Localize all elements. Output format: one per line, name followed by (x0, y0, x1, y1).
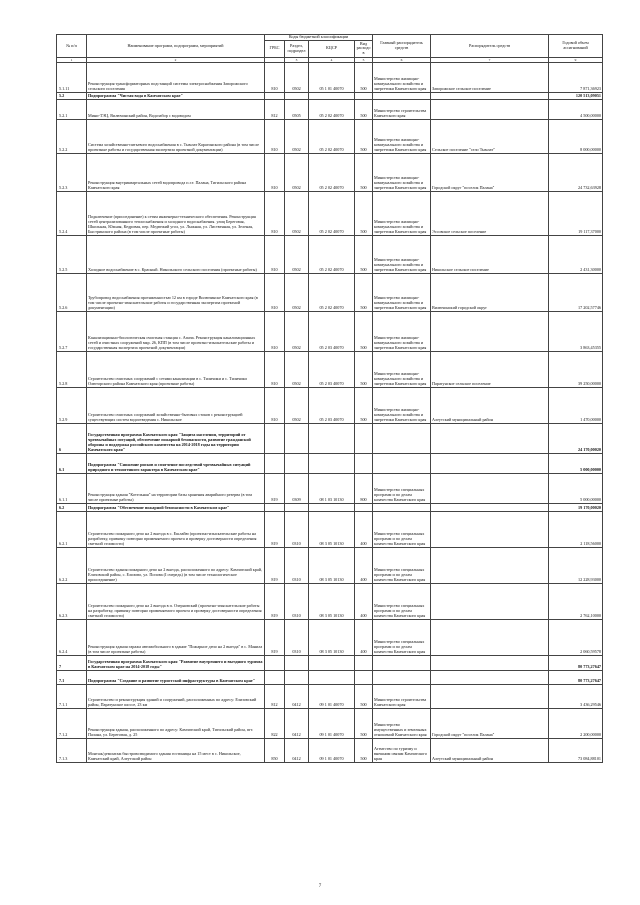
row-recipient: Эссовское сельское поселение (431, 191, 549, 235)
row-vid (355, 453, 373, 473)
row-razdel: 0412 (285, 738, 309, 762)
row-name: Строительство пожарного депо на 2 выезда в п. Озерновский (проектно-изыскательские работы на разработку, привязку повторно применяемого проекта и проверку достоверности определения сметной стоимости) (87, 583, 265, 619)
row-admin (373, 670, 431, 684)
row-amount: 73 084,88101 (549, 738, 603, 762)
row-num: 6.2.3 (57, 583, 87, 619)
row-admin: Министерство имущественных и земельных отношений Камчатского края (373, 708, 431, 738)
row-amount: 5 000,00000 (549, 473, 603, 503)
row-recipient (431, 619, 549, 655)
row-grbs (265, 670, 285, 684)
row-ksr: 08 1 03 10130 (309, 473, 355, 503)
row-name: Строительство пожарного депо на 2 выезда в с. Ешлайю (проектно-изыскательские работы на разработку, привязку повторно применяемого проекта и проверку достоверности определения сметной стоимости) (87, 511, 265, 547)
row-num: 7.1.3 (57, 738, 87, 762)
header-num: № п/п (57, 35, 87, 58)
row-name: Реконструкция внутриквартальных сетей водопровода п.г.т. Палана, Тигильского района Камчатского края (87, 153, 265, 191)
row-ksr: 09 1 01 40070 (309, 708, 355, 738)
row-razdel (285, 655, 309, 670)
row-name: Подключение (присоединение) к сетям инженерно-технического обеспечения. Реконструкция сетей централизованного теплоснабжения и холодного водоснабжения. улиц Береговая, Школьная, Южная, Кедровая, пер. Медвежий угол, ул. Лыжная, ул. Лиственная, ул. Зеленая, Быстринского района (в том числе проектные работы) (87, 191, 265, 235)
table-row (57, 503, 603, 511)
table-row (57, 273, 603, 311)
row-razdel: 0412 (285, 684, 309, 708)
row-grbs: 810 (265, 191, 285, 235)
index-cell: 5 (355, 57, 373, 62)
row-razdel: 0502 (285, 153, 309, 191)
row-admin: Министерство жилищно-коммунального хозяйства и энергетики Камчатского края (373, 191, 431, 235)
row-amount: 2 118,56000 (549, 511, 603, 547)
row-recipient: Городской округ "поселок Палана" (431, 153, 549, 191)
row-amount: 12 228,93000 (549, 547, 603, 583)
row-vid: 500 (355, 738, 373, 762)
row-admin (373, 453, 431, 473)
row-amount: 120 513,09051 (549, 92, 603, 99)
table-row (57, 153, 603, 191)
row-ksr: 05 2 03 40070 (309, 387, 355, 423)
row-recipient (431, 670, 549, 684)
row-razdel: 0310 (285, 619, 309, 655)
row-vid: 500 (355, 351, 373, 387)
row-recipient (431, 583, 549, 619)
row-grbs: 812 (265, 684, 285, 708)
row-ksr: 05 2 02 40070 (309, 191, 355, 235)
row-grbs: 810 (265, 311, 285, 351)
row-ksr: 08 3 05 10130 (309, 511, 355, 547)
row-name: Реконструкция здания, расположенного по адресу: Камчатский край, Тигильский район, пгт. Палана, ул. Береговая, д. 25 (87, 708, 265, 738)
row-vid (355, 503, 373, 511)
row-num: 6.2.4 (57, 619, 87, 655)
row-recipient: Городской округ "поселок Палана" (431, 708, 549, 738)
row-admin: Министерство специальных программ и по делам казачества Камчатского края (373, 619, 431, 655)
header-ksr: КЦСР (309, 40, 355, 57)
row-recipient (431, 92, 549, 99)
row-name: Строительство здания пожарного депо на 2 выезда, расположенного по адресу: Камчатский край, Елизовский район, с. Елизово, ул. Попова (I очередь) (в том числе технологическое присоединение) (87, 547, 265, 583)
row-vid: 500 (355, 387, 373, 423)
row-razdel (285, 92, 309, 99)
row-num: 5.2.3 (57, 153, 87, 191)
row-grbs (265, 92, 285, 99)
row-recipient: Никольское сельское поселение (431, 235, 549, 273)
row-ksr (309, 655, 355, 670)
header-amount: Годовой объем ассигнований (549, 35, 603, 58)
row-admin: Министерство специальных программ и по делам казачества Камчатского края (373, 547, 431, 583)
row-vid: 400 (355, 547, 373, 583)
table-row (57, 62, 603, 92)
row-admin (373, 92, 431, 99)
row-recipient (431, 99, 549, 119)
row-vid: 500 (355, 99, 373, 119)
row-razdel: 0505 (285, 99, 309, 119)
row-num: 6.1 (57, 453, 87, 473)
row-grbs: 819 (265, 583, 285, 619)
row-razdel: 0502 (285, 62, 309, 92)
row-ksr: 05 2 03 40070 (309, 311, 355, 351)
row-admin: Агентство по туризму и внешним связям Камчатского края (373, 738, 431, 762)
row-name: Строительство и реконструкция зданий и сооружений, расположенных по адресу: Елизовский район, Паратунское шоссе, 23 км (87, 684, 265, 708)
row-amount: 3 436,29546 (549, 684, 603, 708)
row-name: Холодное водоснабжение в с. Красный. Никольского сельского поселения (проектные работы) (87, 235, 265, 273)
row-recipient: Вилючинский городской округ (431, 273, 549, 311)
row-amount: 17 202,57746 (549, 273, 603, 311)
table-row (57, 670, 603, 684)
row-recipient (431, 311, 549, 351)
row-grbs: 810 (265, 351, 285, 387)
row-amount: 1 470,00000 (549, 387, 603, 423)
row-ksr (309, 453, 355, 473)
header-codes-group: Коды бюджетной классификации (265, 35, 373, 41)
row-razdel: 0502 (285, 119, 309, 153)
row-admin: Министерство специальных программ и по делам казачества Камчатского края (373, 583, 431, 619)
row-name: Канализационно-биологическая очистная станция с. Апача. Реконструкция канализационных сетей и очистных сооружений мкр. 26, КПП (в том числе проектно-изыскательские работы и государственная экспертиза проектной документации) (87, 311, 265, 351)
row-num: 7 (57, 655, 87, 670)
row-vid: 800 (355, 473, 373, 503)
row-ksr: 05 2 02 40070 (309, 273, 355, 311)
row-grbs (265, 655, 285, 670)
row-vid: 500 (355, 62, 373, 92)
row-amount: 4 500,00000 (549, 99, 603, 119)
row-recipient: Алеутский муниципальный район (431, 387, 549, 423)
row-admin: Министерство специальных программ и по делам казачества Камчатского края (373, 473, 431, 503)
row-num: 7.1.1 (57, 684, 87, 708)
row-razdel: 0502 (285, 191, 309, 235)
header-name: Наименование программ, подпрограмм, мероприятий (87, 35, 265, 58)
index-cell: 6 (373, 57, 431, 62)
row-amount: 8 000,00000 (549, 119, 603, 153)
row-num: 6.1.1 (57, 473, 87, 503)
row-amount: 2 431,30000 (549, 235, 603, 273)
row-razdel: 0412 (285, 708, 309, 738)
row-recipient (431, 503, 549, 511)
row-ksr (309, 670, 355, 684)
row-amount: 2 060,59578 (549, 619, 603, 655)
row-name: Трубопровод водоснабжения протяженностью 12 км в городе Вилючинске Камчатского края (в том числе проектно-изыскательские работы и государственная экспертиза проектной документации) (87, 273, 265, 311)
row-razdel: 0502 (285, 235, 309, 273)
row-recipient: Запорожское сельское поселение (431, 62, 549, 92)
row-num: 5.2.5 (57, 235, 87, 273)
row-razdel: 0502 (285, 351, 309, 387)
row-ksr (309, 92, 355, 99)
row-grbs: 819 (265, 547, 285, 583)
row-grbs: 850 (265, 738, 285, 762)
row-ksr: 09 1 01 40070 (309, 684, 355, 708)
row-vid: 500 (355, 273, 373, 311)
row-amount: 19 170,00020 (549, 503, 603, 511)
row-name: Подпрограмма "Обеспечение пожарной безопасности в Камчатском крае" (87, 503, 265, 511)
row-vid: 500 (355, 153, 373, 191)
row-name: Подпрограмма "Создание и развитие туристской инфраструктуры в Камчатском крае" (87, 670, 265, 684)
row-ksr: 05 2 03 40070 (309, 351, 355, 387)
row-name: Реконструкция здания гаража автомобильного в здание "Пожарное депо на 2 выезда" в с. Манила (в том числе проектные работы) (87, 619, 265, 655)
row-name: Государственная программа Камчатского края "Защита населения, территорий от чрезвычайных ситуаций, обеспечение пожарной безопасности, развитие гражданской обороны и поддержка российского казачества на 2014-2018 годы на территории Камчатского края" (87, 423, 265, 453)
row-recipient: Сельское поселение "село Тымлат" (431, 119, 549, 153)
row-amount: 19 117,37000 (549, 191, 603, 235)
row-ksr (309, 503, 355, 511)
row-num: 5.1.11 (57, 62, 87, 92)
header-grbs: ГРБС (265, 40, 285, 57)
row-num: 6.2.2 (57, 547, 87, 583)
row-amount: 7 871,36923 (549, 62, 603, 92)
row-vid: 400 (355, 583, 373, 619)
row-admin: Министерство строительства Камчатского края (373, 99, 431, 119)
index-cell: 2 (87, 57, 265, 62)
row-ksr: 08 3 05 10130 (309, 583, 355, 619)
table-row (57, 655, 603, 670)
row-num: 5.2 (57, 92, 87, 99)
row-grbs: 819 (265, 619, 285, 655)
row-admin: Министерство специальных программ и по делам казачества Камчатского края (373, 511, 431, 547)
row-ksr: 05 2 02 40070 (309, 99, 355, 119)
row-amount: 3 863,45355 (549, 311, 603, 351)
row-num: 6 (57, 423, 87, 453)
row-num: 6.2.1 (57, 511, 87, 547)
table-row (57, 119, 603, 153)
row-vid: 400 (355, 511, 373, 547)
row-recipient (431, 684, 549, 708)
index-cell: 3 (285, 57, 309, 62)
row-grbs (265, 453, 285, 473)
index-cell: 4 (309, 57, 355, 62)
row-vid: 500 (355, 311, 373, 351)
row-amount: 2 762,10000 (549, 583, 603, 619)
row-num: 5.2.7 (57, 311, 87, 351)
row-recipient: Алеутский муниципальный район (431, 738, 549, 762)
row-admin (373, 655, 431, 670)
row-vid: 400 (355, 619, 373, 655)
row-grbs: 810 (265, 387, 285, 423)
row-vid: 500 (355, 191, 373, 235)
row-name: Мини-ТЭЦ, Вилючинский район, Водозабор с водоводом (87, 99, 265, 119)
row-razdel: 0310 (285, 583, 309, 619)
page-number: 7 (318, 884, 322, 889)
row-name: Строительство очистных сооружений хозяйственно-бытовых стоков с реконструкцией существующих систем водоотведения с. Никольское (87, 387, 265, 423)
index-cell: 1 (57, 57, 87, 62)
header-vid: Вид расходов (355, 40, 373, 57)
row-razdel (285, 453, 309, 473)
row-name: Государственная программа Камчатского края "Развитие внутреннего и въездного туризма в Камчатском крае на 2014-2018 годы" (87, 655, 265, 670)
table-row (57, 583, 603, 619)
row-ksr: 05 2 02 40070 (309, 153, 355, 191)
row-admin (373, 503, 431, 511)
row-amount: 80 773,27647 (549, 670, 603, 684)
row-grbs: 810 (265, 119, 285, 153)
table-row (57, 423, 603, 453)
table-row (57, 738, 603, 762)
row-name: Реконструкция здания "Котельная" на территории базы хранения аварийного резерва (в том числе проектные работы) (87, 473, 265, 503)
row-razdel: 0309 (285, 473, 309, 503)
table-body (57, 62, 603, 762)
row-razdel: 0310 (285, 511, 309, 547)
table-row (57, 191, 603, 235)
document-page (56, 34, 602, 763)
row-name: Система хозяйственно-питьевого водоснабжения в с. Тымлат Карагинского района (в том числе проектные работы и государственная экспертиза проектной документации) (87, 119, 265, 153)
row-amount: 2 200,00000 (549, 708, 603, 738)
row-admin: Министерство жилищно-коммунального хозяйства и энергетики Камчатского края (373, 351, 431, 387)
row-recipient (431, 655, 549, 670)
row-razdel: 0502 (285, 273, 309, 311)
row-amount: 24 170,00020 (549, 423, 603, 453)
row-grbs: 810 (265, 235, 285, 273)
row-num: 5.2.6 (57, 273, 87, 311)
row-admin: Министерство жилищно-коммунального хозяйства и энергетики Камчатского края (373, 273, 431, 311)
table-header (57, 35, 603, 63)
row-vid (355, 92, 373, 99)
row-admin: Министерство жилищно-коммунального хозяйства и энергетики Камчатского края (373, 235, 431, 273)
table-row (57, 511, 603, 547)
row-grbs: 822 (265, 708, 285, 738)
row-grbs: 819 (265, 473, 285, 503)
header-razdel: Раздел, подраздел (285, 40, 309, 57)
table-row (57, 473, 603, 503)
row-razdel (285, 503, 309, 511)
row-grbs (265, 503, 285, 511)
row-grbs: 810 (265, 273, 285, 311)
row-razdel: 0502 (285, 387, 309, 423)
table-row (57, 311, 603, 351)
table-row (57, 235, 603, 273)
row-recipient (431, 547, 549, 583)
row-recipient (431, 453, 549, 473)
row-admin: Министерство строительства Камчатского края (373, 684, 431, 708)
row-ksr: 05 1 01 40070 (309, 62, 355, 92)
table-row (57, 619, 603, 655)
row-name: Строительство очистных сооружений с сетями канализации в с. Тиличики и с. Тиличики Олюторского района Камчатского края (проектные работы) (87, 351, 265, 387)
row-vid (355, 423, 373, 453)
row-admin: Министерство жилищно-коммунального хозяйства и энергетики Камчатского края (373, 311, 431, 351)
row-ksr: 05 2 02 40070 (309, 119, 355, 153)
index-cell: 7 (431, 57, 549, 62)
budget-table (56, 34, 603, 763)
row-admin: Министерство жилищно-коммунального хозяйства и энергетики Камчатского края (373, 62, 431, 92)
row-recipient (431, 511, 549, 547)
row-vid: 500 (355, 708, 373, 738)
row-ksr: 05 2 02 40070 (309, 235, 355, 273)
row-razdel (285, 423, 309, 453)
row-num: 5.2.2 (57, 119, 87, 153)
row-admin: Министерство жилищно-коммунального хозяйства и энергетики Камчатского края (373, 119, 431, 153)
row-num: 7.1.2 (57, 708, 87, 738)
row-num: 5.2.1 (57, 99, 87, 119)
table-row (57, 547, 603, 583)
row-admin (373, 423, 431, 453)
row-name: Подпрограмма "Снижение рисков и смягчение последствий чрезвычайных ситуаций природного и техногенного характера в Камчатском крае" (87, 453, 265, 473)
table-row (57, 99, 603, 119)
row-num: 7.1 (57, 670, 87, 684)
header-recipient: Распорядитель средств (431, 35, 549, 58)
row-grbs: 812 (265, 99, 285, 119)
row-recipient (431, 473, 549, 503)
row-amount: 5 000,00000 (549, 453, 603, 473)
row-name: Реконструкция трансформаторных подстанций системы электроснабжения Запорожского сельского поселения (87, 62, 265, 92)
row-num: 6.2 (57, 503, 87, 511)
row-admin: Министерство жилищно-коммунального хозяйства и энергетики Камчатского края (373, 387, 431, 423)
header-admin: Главный распорядитель средств (373, 35, 431, 58)
table-row (57, 453, 603, 473)
row-ksr: 09 1 01 40070 (309, 738, 355, 762)
row-num: 5.2.9 (57, 387, 87, 423)
row-vid (355, 670, 373, 684)
row-name: Монтаж/демонтаж быстровозводимого здания гостиницы на 15 мест в с. Никольское, Камчатский край, Алеутский район (87, 738, 265, 762)
row-razdel: 0502 (285, 311, 309, 351)
row-vid: 500 (355, 119, 373, 153)
row-ksr (309, 423, 355, 453)
row-admin: Министерство жилищно-коммунального хозяйства и энергетики Камчатского края (373, 153, 431, 191)
row-razdel: 0310 (285, 547, 309, 583)
row-recipient (431, 423, 549, 453)
row-amount: 80 773,27647 (549, 655, 603, 670)
row-num: 5.2.4 (57, 191, 87, 235)
row-recipient: Паратунское сельское поселение (431, 351, 549, 387)
row-grbs: 819 (265, 511, 285, 547)
table-row (57, 351, 603, 387)
row-amount: 39 250,00000 (549, 351, 603, 387)
table-row (57, 387, 603, 423)
row-grbs: 810 (265, 62, 285, 92)
row-vid: 500 (355, 684, 373, 708)
table-row (57, 684, 603, 708)
row-ksr: 08 3 05 10130 (309, 547, 355, 583)
row-ksr: 08 3 05 10130 (309, 619, 355, 655)
index-cell: 9 (549, 57, 603, 62)
row-razdel (285, 670, 309, 684)
row-grbs (265, 423, 285, 453)
row-name: Подпрограмма "Чистая вода в Камчатском крае" (87, 92, 265, 99)
row-num: 5.2.8 (57, 351, 87, 387)
row-vid: 500 (355, 235, 373, 273)
table-row (57, 708, 603, 738)
row-amount: 24 732,63928 (549, 153, 603, 191)
table-row (57, 92, 603, 99)
row-grbs: 810 (265, 153, 285, 191)
row-vid (355, 655, 373, 670)
